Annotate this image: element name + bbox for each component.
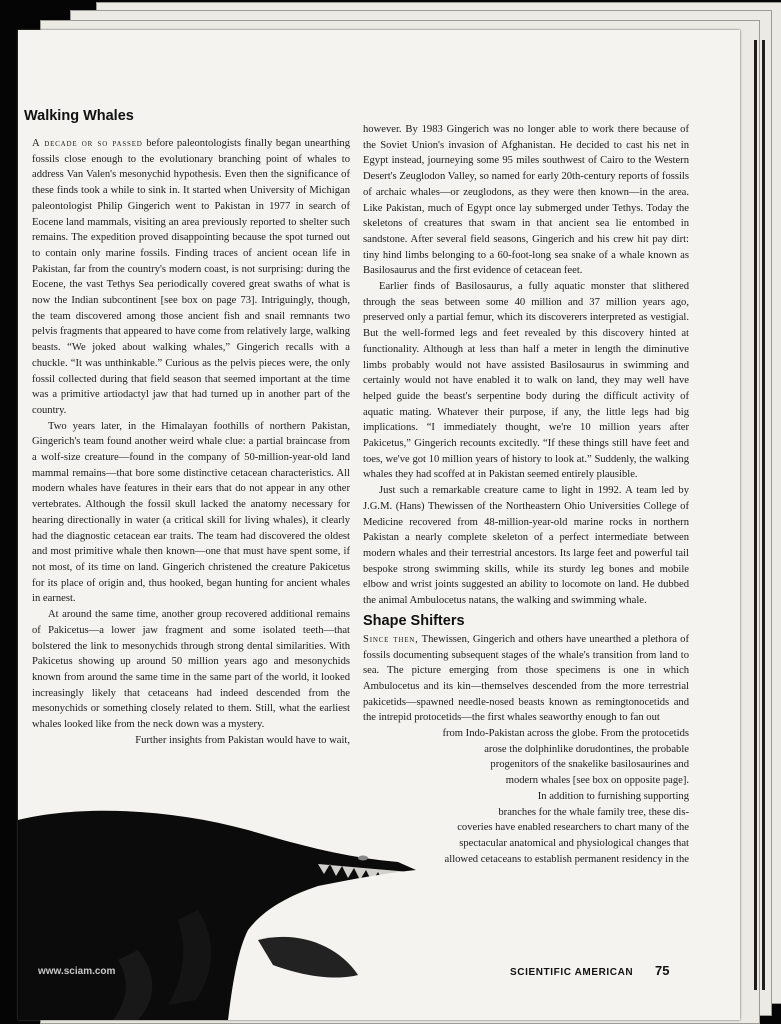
text-line: from Indo-Pakistan across the globe. From the protocetids [442, 728, 689, 740]
paragraph [363, 632, 689, 726]
text-line: spectacular anatomical and physiological changes that [459, 837, 689, 849]
text-line: branches for the whale family tree, these dis- [498, 806, 689, 818]
section-heading-shape-shifters: Shape Shifters [363, 612, 465, 629]
page-number: 75 [655, 963, 670, 978]
page-edge-line [754, 40, 757, 990]
text-line: allowed cetaceans to establish permanent residency in the [444, 853, 689, 865]
magazine-name: SCIENTIFIC AMERICAN [510, 967, 634, 978]
paragraph-text: Thewissen, Gingerich and others have unearthed a plethora of fossils documenting subsequent stages of the whale's transition from land to sea. The picture emerging from those specimens is one in which Ambulocetus and its kin—themselves descended from the more terrestrial pakicetids—spawned needle-nosed beasts known as remingtonocetids and the intrepid protocetids—the first whales seaworthy enough to fan out [363, 633, 689, 724]
text-line: modern whales [see box on opposite page]. [505, 775, 689, 787]
paragraph: Two years later, in the Himalayan foothills of northern Pakistan, Gingerich's team found another weird whale clue: a partial braincase from a wolf-size creature—found in the company of 50-million-year-old land mammal remains—that bore some distinctive cetacean characteristics. All modern whales have features in their ears that do not appear in any other vertebrates. Although the fossil skull lacked the anatomy necessary for hearing directionally in water (a critical skill for living whales), it clearly had the diagnostic cetacean ear traits. The team had discovered the oldest and most primitive whale then known—one that must have spent some, if not most, of its time on land. Gingerich christened the creature Pakicetus for its place of origin and, thus hooked, began hunting for ancient whales in earnest. [32, 420, 350, 605]
left-column [24, 108, 350, 748]
section-heading-walking-whales: Walking Whales [24, 108, 134, 124]
lead-in: Since then, [363, 633, 419, 645]
paragraph: Further insights from Pakistan would have to wait, [135, 734, 350, 746]
website-url: www.sciam.com [38, 966, 116, 977]
paragraph: Just such a remarkable creature came to light in 1992. A team led by J.G.M. (Hans) Thewissen of the Northeastern Ohio Universities College of Medicine recovered from 48-million-year-old marine rocks in northern Pakistan a nearly complete skeleton of a perfect intermediate between modern whales and their terrestrial ancestors. Its large feet and powerful tail bespoke strong swimming skills, while its sturdy leg bones and mobile elbow and wrist joints suggested an ability to locomote on land. He dubbed the animal Ambulocetus natans, the walking and swimming whale. [363, 485, 689, 607]
ancient-whale-illustration [18, 800, 438, 1020]
text-line: coveries have enabled researchers to chart many of the [457, 822, 689, 834]
text-line: arose the dolphinlike dorudontines, the probable [484, 743, 689, 755]
paragraph: however. By 1983 Gingerich was no longer able to work there because of the Soviet Union's invasion of Afghanistan. He decided to cast his net in Egypt instead, journeying some 95 miles southwest of Cairo to the Western Desert's Zeuglodon Valley, so named for early 20th-century reports of fossils of archaic whales—or zeuglodons, as they were then known—in the area. Like Pakistan, much of Egypt once lay submerged under Tethys. Today the skeletons of creatures that swam in that ancient sea lie entombed in sandstone. After several field seasons, Gingerich and his crew hit pay dirt: tiny hind limbs belonging to a 60-foot-long sea snake of a whale known as Basilosaurus and the first evidence of cetacean feet. [363, 124, 689, 277]
paragraph: Earlier finds of Basilosaurus, a fully aquatic monster that slithered through the seas between some 40 million and 37 million years ago, preserved only a partial femur, which its discoverers interpreted as vestigial. But the well-formed legs and feet revealed by this discovery hinted at functionality. Although at less than half a meter in length the diminutive limbs probably would not have assisted Basilosaurus in swimming and certainly would not have enabled it to walk on land, they may well have helped guide the beast's serpentine body during the difficult activity of aquatic mating. Whatever their purpose, if any, the little legs had big implications. “I immediately thought, we're 10 million years after Pakicetus,” Gingerich recounts excitedly. “If these things still have feet and toes, we've got 10 million years of history to look at.” Suddenly, the walking whales they had scoffed at in Pakistan seemed entirely plausible. [363, 281, 689, 481]
paragraph [32, 136, 350, 419]
magazine-page [18, 30, 740, 1020]
page-edge-line [762, 40, 765, 990]
lead-in: A decade or so passed [32, 138, 143, 149]
right-column [363, 122, 689, 867]
paragraph-text: before paleontologists finally began unearthing fossils close enough to the evolutionary branching point of whales to address Van Valen's mesonychid hypothesis. Even then the significance of these finds took a while to sink in. It started when University of Michigan paleontologist Philip Gingerich went to Pakistan in 1977 in search of Eocene land mammals, visiting an area previously reported to shelter such remains. The expedition proved disappointing because the spot turned out to contain only marine fossils. Finding traces of ancient ocean life in Pakistan, far from the country's modern coast, is not surprising: during the Eocene, the vast Tethys Sea periodically covered great swaths of what is now the Indian subcontinent [see box on page 73]. Intriguingly, though, the team discovered among those ancient fish and snail remnants two pelvis fragments that appeared to have come from relatively large, walking beasts. “We joked about walking whales,” Gingerich recalls with a chuckle. “It was unthinkable.” Curious as the pelvis pieces were, the only fossil collected during that field season that seemed important at the time was a primitive artiodactyl jaw that had turned up in another part of the country. [32, 138, 350, 416]
text-line: progenitors of the snakelike basilosaurines and [490, 759, 689, 771]
text-line: In addition to furnishing supporting [537, 790, 689, 802]
paragraph: At around the same time, another group recovered additional remains of Pakicetus—a lower jaw fragment and some isolated teeth—that bolstered the link to mesonychids through strong dental similarities. With Pakicetus showing up around 50 million years ago and mesonychids known from around the same time in the same part of the world, it looked increasingly likely that cetaceans had indeed descended from the mesonychids or something closely related to them. Still, what the earliest whales looked like from the neck down was a mystery. [32, 609, 350, 731]
